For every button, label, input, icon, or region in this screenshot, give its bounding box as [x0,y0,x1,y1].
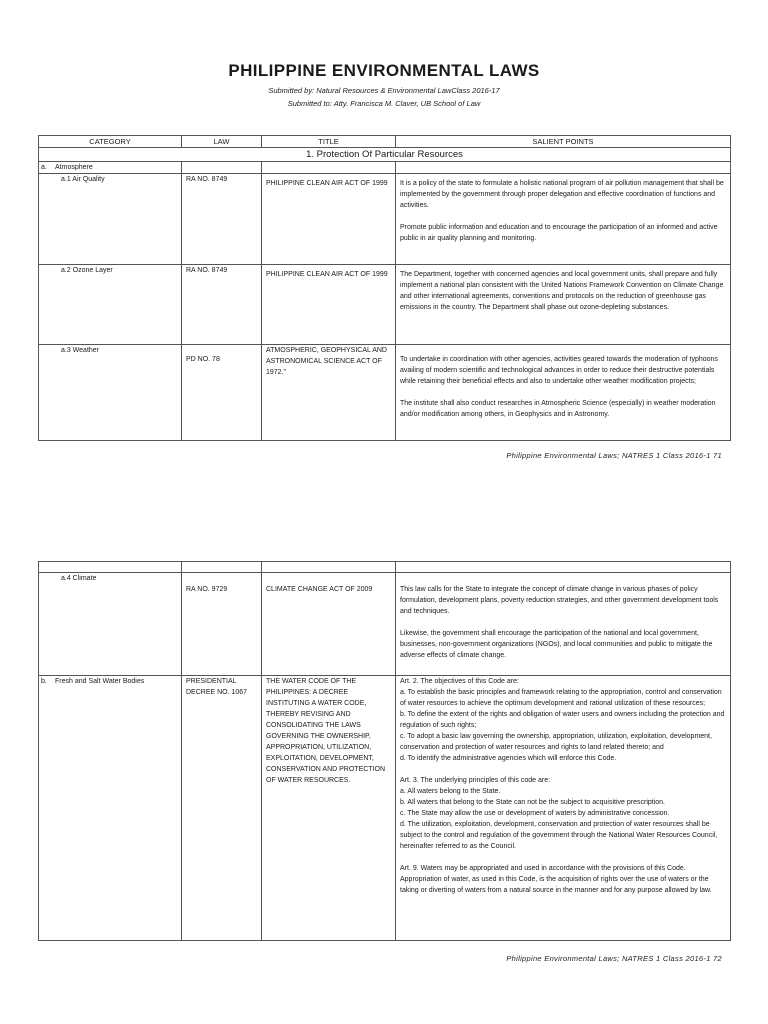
art-3-title: Art. 3. The underlying principles of this code are: [400,777,551,784]
table-row [39,174,731,265]
category-marker: b. [41,678,47,685]
row-category: a.2 Ozone Layer [39,265,182,345]
category-row-atmosphere [39,162,731,174]
row-category: Fresh and Salt Water Bodies [55,678,145,685]
art-3-item: d. The utilization, exploitation, development, conservation and protection of water resources shall be subject to the control and regulation of the government through the National Water Resources Council, hereinafter referred to as the Council. [400,821,718,850]
submitted-by: Submitted by: Natural Resources & Environmental LawClass 2016-17 [268,86,500,95]
salient-point: Promote public information and education and to encourage the participation of an informed and active public in air quality planning and monitoring. [400,224,718,242]
art-2-item: c. To adopt a basic law governing the ownership, appropriation, utilization, exploitation, development, conservation and protection of water resources and rights to land related thereto; and [400,733,712,751]
row-law: PRESIDENTIAL DECREE NO. 1067 [182,676,262,941]
salient-point: To undertake in coordination with other agencies, activities geared towards the moderation of typhoons availing of modern scientific and technological advances in order to reduce their destructive potentials while retaining their beneficial effects and also to undertake other weather modification projects; [400,356,718,385]
category-label: Atmosphere [55,164,93,171]
art-2-item: b. To define the extent of the rights and obligation of water users and owners including the protection and regulation of such rights; [400,711,725,729]
row-title: THE WATER CODE OF THE PHILIPPINES: A DECREE INSTITUTING A WATER CODE, THEREBY REVISING AND CONSOLIDATING THE LAWS GOVERNING THE OWNERSHIP, APPROPRIATION, UTILIZATION, EXPLOITATION, DEVELOPMENT, CONSERVATION AND PROTECTION OF WATER RESOURCES. [262,676,396,941]
salient-point: This law calls for the State to integrate the concept of climate change in various phases of policy formulation, development plans, poverty reduction strategies, and other government development tools and techniques. [400,586,719,615]
section-row [39,148,731,162]
header-law: LAW [182,136,262,148]
section-title: 1. Protection Of Particular Resources [39,148,731,162]
salient-point: It is a policy of the state to formulate a holistic national program of air pollution management that shall be implemented by the government through proper delegation and effective coordination of functions and activities. [400,180,724,209]
row-title: PHILIPPINE CLEAN AIR ACT OF 1999 [266,180,388,187]
laws-table-page-2 [38,561,731,941]
table-row [39,265,731,345]
header-salient-points: SALIENT POINTS [396,136,731,148]
row-title: CLIMATE CHANGE ACT OF 2009 [266,586,373,593]
table-header-row [39,136,731,148]
row-law: RA NO. 8749 [182,265,262,345]
art-2-item: d. To identify the administrative agencies which will enforce this Code. [400,755,617,762]
art-3-item: a. All waters belong to the State. [400,788,501,795]
header-category: CATEGORY [39,136,182,148]
art-2-title: Art. 2. The objectives of this Code are: [400,678,519,685]
laws-table-page-1 [38,135,731,441]
art-3-item: c. The State may allow the use or development of waters by administrative concession. [400,810,670,817]
submitted-to: Submitted to: Atty. Francisca M. Claver, UB School of Law [287,99,481,108]
row-law: RA NO. 8749 [182,174,262,265]
category-marker: a. [41,164,47,171]
row-law: RA NO. 9729 [186,586,228,593]
salient-point: Likewise, the government shall encourage the participation of the national and local government, businesses, non-government organizations (NGOs), and local communities and public to mitigate the adverse effects of climate change. [400,630,713,659]
art-2-item: a. To establish the basic principles and framework relating to the appropriation, control and conservation of water resources to achieve the optimum development and rational utilization of these resources; [400,689,722,707]
blank-top-row [39,562,731,573]
salient-point: The institute shall also conduct researches in Atmospheric Science (especially) in weather moderation and/or modification among others, in Geophysics and in Astronomy. [400,400,716,418]
header-title: TITLE [262,136,396,148]
row-title: PHILIPPINE CLEAN AIR ACT OF 1999 [266,271,388,278]
art-3-item: b. All waters that belong to the State can not be the subject to acquisitive prescription. [400,799,665,806]
table-row [39,676,731,941]
row-title: ATMOSPHERIC, GEOPHYSICAL AND ASTRONOMICAL SCIENCE ACT OF 1972." [262,345,396,441]
row-law: PD NO. 78 [186,356,220,363]
table-row [39,345,731,441]
row-category: a.1 Air Quality [39,174,182,265]
row-category: a.3 Weather [39,345,182,441]
table-row [39,573,731,676]
document-title: PHILIPPINE ENVIRONMENTAL LAWS [228,61,540,80]
salient-point: The Department, together with concerned agencies and local government units, shall prepare and fully implement a national plan consistent with the United Nations Framework Convention on Climate Change and other international agreements, conventions and protocols on the reduction of greenhouse gas emissions in the country. The Department shall phase out ozone-depleting substances. [400,271,724,311]
page-footer: Philippine Environmental Laws; NATRES 1 Class 2016-1 72 [506,954,722,963]
page-footer: Philippine Environmental Laws; NATRES 1 Class 2016-1 71 [506,451,722,460]
row-category: a.4 Climate [39,573,182,676]
art-9-text: Art. 9. Waters may be appropriated and used in accordance with the provisions of this Code. Appropriation of water, as used in this Code, is the acquisition of rights over the use of waters or the taking or diverting of waters from a natural source in the manner and for any purpose allowed by law. [400,865,712,894]
